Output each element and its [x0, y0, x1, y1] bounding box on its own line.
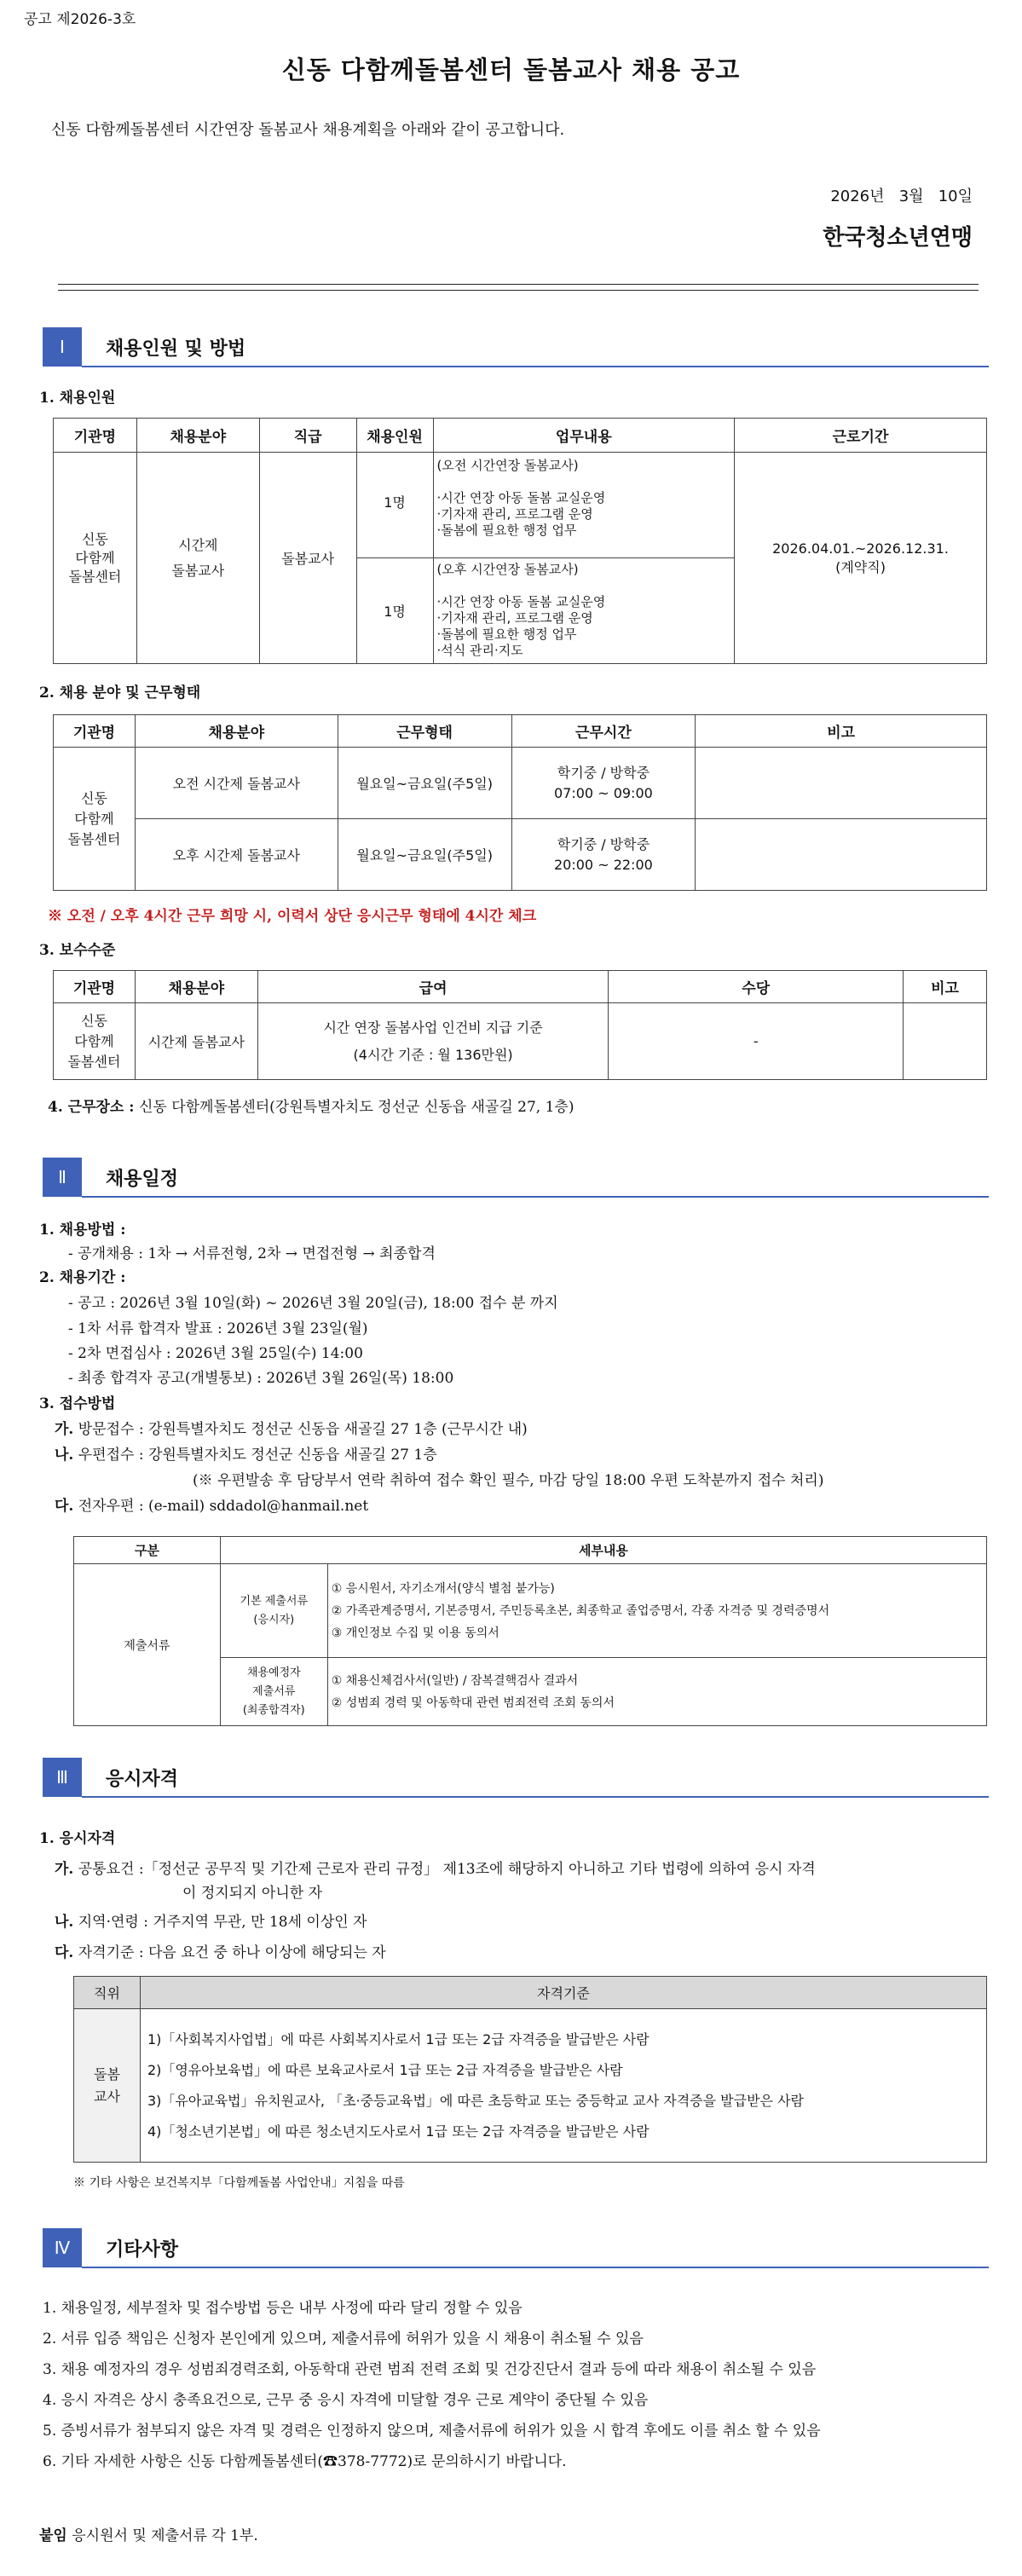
attachment-text: 응시원서 및 제출서류 각 1부.	[66, 2527, 258, 2544]
work-hours-note: ※ 오전 / 오후 4시간 근무 희망 시, 이력서 상단 응시근무 형태에 4시간 체크	[48, 908, 537, 925]
col-header: 세부내용	[220, 1537, 986, 1564]
section-underline	[82, 1196, 989, 1198]
apply-mail	[55, 1442, 437, 1464]
subcategory-cell: 채용예정자 제출서류 (최종합격자)	[220, 1658, 327, 1726]
section-title: 채용일정	[106, 1169, 179, 1190]
document-item: ③ 개인정보 수집 및 이용 동의서	[331, 1626, 499, 1640]
item-text: 우편접수 : 강원특별자치도 정선군 신동읍 새골길 27 1층	[73, 1447, 437, 1464]
org-cell: 신동 다함께 돌봄센터	[54, 748, 136, 891]
org-cell: 신동 다함께 돌봄센터	[54, 1003, 136, 1080]
col-header: 근로기간	[735, 419, 987, 453]
allowance-cell: -	[609, 1003, 904, 1080]
col-header: 자격기준	[140, 1977, 986, 2009]
section-title: 채용인원 및 방법	[106, 338, 246, 360]
item-marker: 다.	[55, 1944, 74, 1961]
item-marker: 나.	[55, 1914, 74, 1931]
section-header-4	[43, 2228, 989, 2271]
col-header: 기관명	[54, 419, 137, 453]
section-underline	[82, 1796, 989, 1798]
item-text: 전자우편 : (e-mail) sddadol@hanmail.net	[73, 1498, 369, 1515]
col-header: 급여	[257, 971, 609, 1003]
list-item: 1. 채용일정, 세부절차 및 접수방법 등은 내부 사정에 따라 달리 정할 수 있음	[43, 2300, 523, 2317]
intro-text: 신동 다함께돌봄센터 시간연장 돌봄교사 채용계획을 아래와 같이 공고합니다.	[51, 121, 565, 139]
notice-date: 2026년 3월 10일	[830, 188, 973, 205]
col-header: 채용분야	[135, 971, 257, 1003]
col-header: 직급	[259, 419, 356, 453]
salary-table	[53, 970, 987, 1080]
qual-region-age	[55, 1909, 367, 1931]
criteria-item: 4)「청소년기본법」에 따른 청소년지도사로서 1급 또는 2급 자격증을 발급받은 사람	[147, 2123, 650, 2140]
work-location	[48, 1095, 574, 1116]
apply-mail-note: (※ 우편발송 후 담당부서 연락 취하여 접수 확인 필수, 마감 당일 18:00 우편 도착분까지 접수 처리)	[193, 1472, 824, 1489]
heading-salary: 3. 보수수준	[39, 942, 116, 959]
attachment-label: 붙임	[39, 2527, 67, 2544]
document-item: ② 성범죄 경력 및 아동학대 관련 범죄전력 조회 동의서	[331, 1695, 615, 1710]
item-text: 지역·연령 : 거주지역 무관, 만 18세 이상인 자	[73, 1914, 367, 1931]
section-number: Ⅲ	[43, 1758, 82, 1797]
qual-common	[55, 1857, 816, 1878]
apply-email	[55, 1493, 368, 1515]
page-title: 신동 다함께돌봄센터 돌봄교사 채용 공고	[281, 55, 741, 84]
col-header: 직위	[74, 1977, 141, 2009]
double-divider	[58, 284, 979, 291]
worktype-cell: 월요일~금요일(주5일)	[338, 819, 511, 891]
documents-list	[327, 1564, 986, 1658]
notice-number: 공고 제2026-3호	[24, 11, 136, 28]
section-number: Ⅳ	[43, 2228, 82, 2267]
worktime-cell: 학기중 / 방학중 07:00 ~ 09:00	[511, 748, 696, 819]
qual-criteria	[55, 1940, 386, 1961]
period-line: - 2차 면접심사 : 2026년 3월 25일(수) 14:00	[68, 1345, 363, 1362]
col-header: 구분	[74, 1537, 221, 1564]
section-number: Ⅰ	[43, 327, 82, 367]
qual-common-cont: 이 정지되지 아니한 자	[182, 1885, 323, 1902]
list-item: 2. 서류 입증 책임은 신청자 본인에게 있으며, 제출서류에 허위가 있을 시 채용이 취소될 수 있음	[43, 2331, 644, 2348]
heading-period: 2. 채용기간 :	[39, 1269, 126, 1286]
document-item: ① 응시원서, 자기소개서(양식 별첨 붙가능)	[331, 1581, 555, 1596]
category-cell: 제출서류	[74, 1564, 221, 1726]
count-cell: 1명	[356, 558, 433, 664]
organization-name: 한국청소년연맹	[823, 225, 973, 251]
list-item: 5. 증빙서류가 첨부되지 않은 자격 및 경력은 인정하지 않으며, 제출서류에 허위가 있을 시 합격 후에도 이를 취소 할 수 있음	[43, 2423, 821, 2440]
col-header: 채용인원	[356, 419, 433, 453]
col-header: 근무시간	[511, 715, 696, 748]
col-header: 수당	[609, 971, 904, 1003]
item-text: 방문접수 : 강원특별자치도 정선군 신동읍 새골길 27 1층 (근무시간 내)	[73, 1421, 528, 1438]
section-underline	[82, 366, 989, 367]
guideline-note: ※ 기타 사항은 보건복지부「다함께돌봄 사업안내」지침을 따름	[73, 2176, 405, 2190]
col-header: 업무내용	[433, 419, 735, 453]
section-header-2	[43, 1158, 989, 1200]
count-cell: 1명	[356, 453, 433, 558]
list-item: 4. 응시 자격은 상시 충족요건으로, 근무 중 응시 자격에 미달할 경우 근로 계약이 중단될 수 있음	[43, 2392, 649, 2409]
heading-field-type: 2. 채용 분야 및 근무형태	[39, 684, 201, 702]
item-marker: 가.	[55, 1861, 74, 1878]
worktype-cell: 월요일~금요일(주5일)	[338, 748, 511, 819]
col-header: 비고	[904, 971, 987, 1003]
note-cell	[696, 748, 987, 819]
section-header-3	[43, 1758, 989, 1800]
period-line: - 공고 : 2026년 3월 10일(화) ~ 2026년 3월 20일(금), 18:00 접수 분 까지	[68, 1295, 558, 1312]
worktime-cell: 학기중 / 방학중 20:00 ~ 22:00	[511, 819, 696, 891]
rank-cell: 돌봄교사	[259, 453, 356, 664]
period-line: - 최종 합격자 공고(개별통보) : 2026년 3월 26일(목) 18:00	[68, 1370, 454, 1387]
org-cell: 신동 다함께 돌봄센터	[54, 453, 137, 664]
work-location-text: 신동 다함께돌봄센터(강원특별자치도 정선군 신동읍 새골길 27, 1층)	[134, 1099, 575, 1116]
method-text: - 공개채용 : 1차 → 서류전형, 2차 → 면접전형 → 최종합격	[68, 1245, 436, 1262]
other-items-list	[43, 2293, 821, 2477]
col-header: 채용분야	[136, 419, 259, 453]
heading-apply: 3. 접수방법	[39, 1395, 116, 1412]
criteria-item: 1)「사회복지사업법」에 따른 사회복지사로서 1급 또는 2급 자격증을 발급받은 사람	[147, 2030, 650, 2048]
list-item: 6. 기타 자세한 사항은 신동 다함께돌봄센터(☎378-7772)로 문의하시기 바랍니다.	[43, 2453, 567, 2470]
criteria-list	[140, 2009, 986, 2163]
documents-table	[73, 1536, 987, 1726]
document-item: ① 채용신체검사서(일반) / 잠복결핵검사 결과서	[331, 1673, 579, 1688]
duty-cell: (오전 시간연장 돌봄교사) ·시간 연장 아동 돌봄 교실운영 ·기자재 관리, 프로그램 운영 ·돌봄에 필요한 행정 업무	[433, 453, 735, 558]
work-location-label: 4. 근무장소 :	[48, 1099, 135, 1116]
item-marker: 다.	[55, 1498, 74, 1515]
duty-cell: (오후 시간연장 돌봄교사) ·시간 연장 아동 돌봄 교실운영 ·기자재 관리, 프로그램 운영 ·돌봄에 필요한 행정 업무 ·석식 관리·지도	[433, 558, 735, 664]
document-item: ② 가족관계증명서, 기본증명서, 주민등록초본, 최종학교 졸업증명서, 각종 자격증 및 경력증명서	[331, 1603, 830, 1618]
field-cell: 오전 시간제 돌봄교사	[135, 748, 338, 819]
note-cell	[696, 819, 987, 891]
heading-recruit-count: 1. 채용인원	[39, 390, 116, 407]
item-text: 자격기준 : 다음 요건 중 하나 이상에 해당되는 자	[73, 1944, 386, 1961]
section-number: Ⅱ	[43, 1158, 82, 1197]
list-item: 3. 채용 예정자의 경우 성범죄경력조회, 아동학대 관련 범죄 전력 조회 및 건강진단서 결과 등에 따라 채용이 취소될 수 있음	[43, 2361, 817, 2378]
apply-visit	[55, 1417, 528, 1438]
criteria-item: 3)「유아교육법」유치원교사, 「초·중등교육법」에 따른 초등학교 또는 중등학교 교사 자격증을 발급받은 사람	[147, 2092, 805, 2109]
heading-qualification: 1. 응시자격	[39, 1830, 116, 1847]
field-cell: 오후 시간제 돌봄교사	[135, 819, 338, 891]
col-header: 근무형태	[338, 715, 511, 748]
pay-cell: 시간 연장 돌봄사업 인건비 지급 기준 (4시간 기준 : 월 136만원)	[257, 1003, 609, 1080]
field-type-table	[53, 714, 987, 891]
item-marker: 가.	[55, 1421, 74, 1438]
field-cell: 시간제 돌봄교사	[136, 453, 259, 664]
criteria-item: 2)「영유아보육법」에 따른 보육교사로서 1급 또는 2급 자격증을 발급받은 사람	[147, 2061, 623, 2078]
documents-list	[327, 1658, 986, 1726]
attachment-line	[39, 2523, 258, 2544]
period-line: - 1차 서류 합격자 발표 : 2026년 3월 23일(월)	[68, 1320, 368, 1337]
item-marker: 나.	[55, 1447, 74, 1464]
section-title: 응시자격	[106, 1769, 179, 1790]
heading-method: 1. 채용방법 :	[39, 1222, 126, 1239]
col-header: 기관명	[54, 715, 136, 748]
qualification-table	[73, 1976, 987, 2163]
note-cell	[904, 1003, 987, 1080]
section-underline	[82, 2267, 989, 2268]
col-header: 채용분야	[135, 715, 338, 748]
section-title: 기타사항	[106, 2239, 179, 2261]
item-text: 공통요건 :「정선군 공무직 및 기간제 근로자 관리 규정」 제13조에 해당하지 아니하고 기타 법령에 의하여 응시 자격	[73, 1861, 816, 1878]
col-header: 비고	[696, 715, 987, 748]
section-header-1	[43, 327, 989, 370]
recruit-count-table	[53, 418, 987, 664]
col-header: 기관명	[54, 971, 136, 1003]
subcategory-cell: 기본 제출서류 (응시자)	[220, 1564, 327, 1658]
field-cell: 시간제 돌봄교사	[135, 1003, 257, 1080]
period-cell: 2026.04.01.~2026.12.31. (계약직)	[735, 453, 987, 664]
role-cell: 돌봄 교사	[74, 2009, 141, 2163]
